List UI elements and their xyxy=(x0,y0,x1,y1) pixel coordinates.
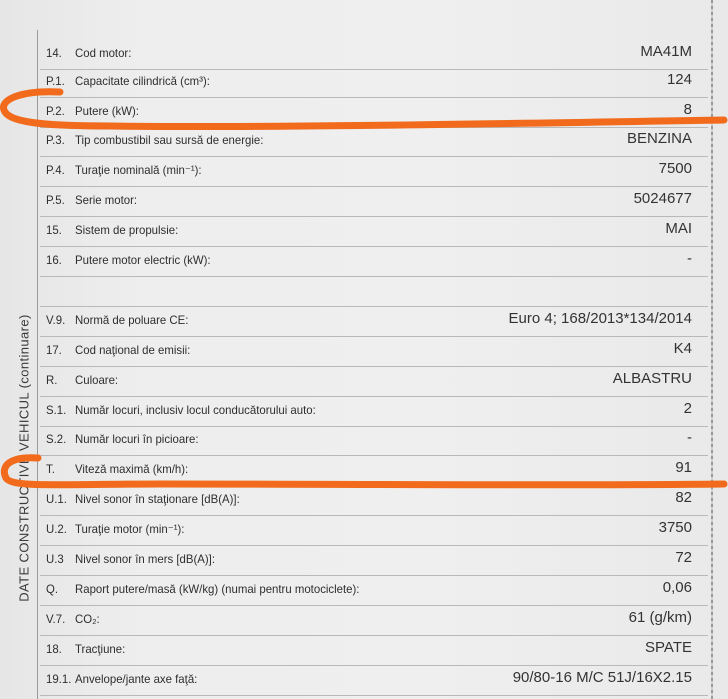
row-code: P.4. xyxy=(46,163,65,177)
row-label: Turaţie motor (min⁻¹): xyxy=(75,522,185,536)
row-label: Turaţie nominală (min⁻¹): xyxy=(75,163,202,177)
table-row xyxy=(40,247,708,277)
row-value: 91 xyxy=(675,459,692,476)
row-label: Nivel sonor în staţionare [dB(A)]: xyxy=(75,492,240,506)
table-row xyxy=(40,127,708,157)
row-label: Număr locuri, inclusiv locul conducătorului auto: xyxy=(75,403,316,417)
row-label: Sistem de propulsie: xyxy=(75,223,179,237)
row-value: 61 (g/km) xyxy=(628,609,692,626)
table-row xyxy=(40,397,708,427)
row-code: 14. xyxy=(46,46,62,60)
row-label: CO₂: xyxy=(75,612,100,626)
table-row xyxy=(40,576,708,606)
row-code: Q. xyxy=(46,582,59,596)
row-value: 0,06 xyxy=(662,579,692,596)
row-value: MA41M xyxy=(640,43,692,60)
table-row xyxy=(40,666,708,696)
table-row xyxy=(40,367,708,397)
row-code: V.9. xyxy=(46,313,66,327)
section-side-label: DATE CONSTRUCTIVE VEHICUL (continuare) xyxy=(16,314,32,602)
row-label: Tracţiune: xyxy=(75,642,126,656)
table-row xyxy=(40,98,708,128)
table-row xyxy=(40,307,708,337)
row-code: 18. xyxy=(46,642,62,656)
table-row xyxy=(40,157,708,187)
row-code: V.7. xyxy=(46,612,66,626)
row-code: 16. xyxy=(46,253,62,267)
row-label: Cod motor: xyxy=(75,46,132,60)
row-code: 19.1. xyxy=(46,672,72,686)
row-value: ALBASTRU xyxy=(612,370,692,387)
table-row xyxy=(40,217,708,247)
row-value: MAI xyxy=(665,220,692,237)
row-value: 5024677 xyxy=(633,190,692,207)
row-value: 82 xyxy=(675,489,692,506)
row-code: S.2. xyxy=(46,432,67,446)
table-row xyxy=(40,277,708,307)
row-code: S.1. xyxy=(46,403,67,417)
row-label: Cod naţional de emisii: xyxy=(75,343,191,357)
row-value: 2 xyxy=(683,400,692,417)
row-label: Putere (kW): xyxy=(75,104,139,118)
row-label: Normă de poluare CE: xyxy=(75,313,189,327)
row-label: Număr locuri în picioare: xyxy=(75,432,199,446)
row-value: 7500 xyxy=(658,160,692,177)
row-value: BENZINA xyxy=(626,130,692,147)
row-value: SPATE xyxy=(645,639,692,656)
table-row xyxy=(40,187,708,217)
row-label: Putere motor electric (kW): xyxy=(75,253,211,267)
row-label: Viteză maximă (km/h): xyxy=(75,462,189,476)
table-row xyxy=(40,337,708,367)
table-row xyxy=(40,606,708,636)
table-row xyxy=(40,486,708,516)
row-value: 72 xyxy=(675,549,692,566)
row-label: Capacitate cilindrică (cm³): xyxy=(75,74,210,88)
row-code: P.3. xyxy=(46,133,65,147)
table-row xyxy=(40,426,708,456)
row-value: 8 xyxy=(683,101,692,118)
row-code: U.3 xyxy=(46,552,64,566)
row-code: U.2. xyxy=(46,522,67,536)
row-code: 15. xyxy=(46,223,62,237)
row-value: - xyxy=(687,429,692,446)
row-code: U.1. xyxy=(46,492,67,506)
row-value: 90/80-16 M/C 51J/16X2.15 xyxy=(512,669,692,686)
row-code: P.5. xyxy=(46,193,65,207)
row-label: Tip combustibil sau sursă de energie: xyxy=(75,133,264,147)
row-value: - xyxy=(687,250,692,267)
table-row xyxy=(40,456,708,486)
row-code: T. xyxy=(46,462,55,476)
table-row xyxy=(40,516,708,546)
row-value: K4 xyxy=(673,340,692,357)
left-frame-line xyxy=(37,30,38,699)
row-label: Serie motor: xyxy=(75,193,138,207)
row-code: P.2. xyxy=(46,104,65,118)
row-value: Euro 4; 168/2013*134/2014 xyxy=(508,310,692,327)
table-row xyxy=(40,40,708,70)
row-label: Nivel sonor în mers [dB(A)]: xyxy=(75,552,216,566)
row-value: 3750 xyxy=(658,519,692,536)
row-label: Anvelope/jante axe faţă: xyxy=(75,672,198,686)
right-perforated-edge xyxy=(711,0,713,699)
row-code: P.1. xyxy=(46,74,65,88)
row-label: Culoare: xyxy=(75,373,119,387)
row-code: 17. xyxy=(46,343,62,357)
row-label: Raport putere/masă (kW/kg) (numai pentru motociclete): xyxy=(75,582,360,596)
table-row xyxy=(40,68,708,98)
table-row xyxy=(40,546,708,576)
row-code: R. xyxy=(46,373,58,387)
table-row xyxy=(40,636,708,666)
row-value: 124 xyxy=(666,71,692,88)
